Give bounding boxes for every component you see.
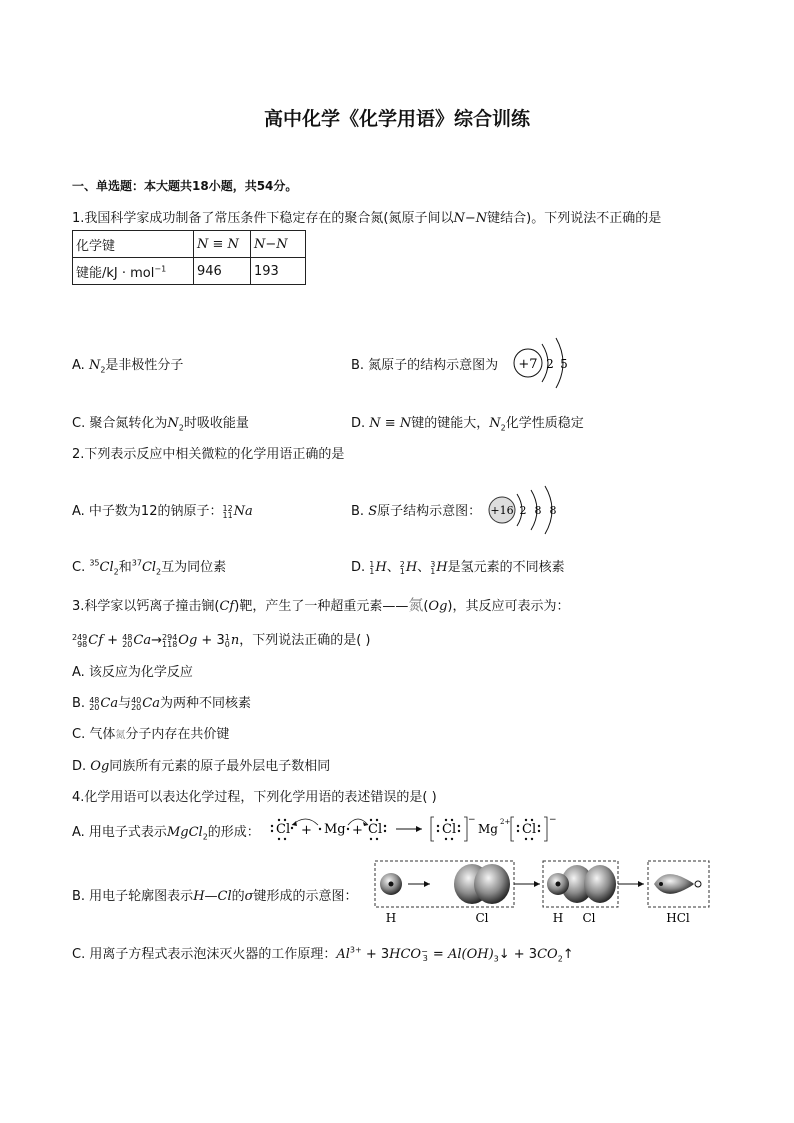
- electron-dot: [437, 825, 439, 827]
- separator: 、: [386, 560, 400, 575]
- option-text: 和: [118, 560, 132, 575]
- bracket: [544, 817, 547, 841]
- option-text: C. 气体: [72, 727, 116, 742]
- q3-option-d[interactable]: [72, 755, 330, 774]
- electron-dot: [278, 819, 280, 821]
- element-symbol: Cf: [88, 633, 104, 648]
- mass-number: 249: [72, 632, 88, 642]
- charge: −: [468, 815, 476, 825]
- gas-arrow: ↑: [562, 947, 574, 962]
- formula-sub: 2: [557, 954, 563, 964]
- shell-electrons: 5: [560, 357, 568, 371]
- mgcl2-electron-dot-diagram: [268, 811, 564, 845]
- q2-stem: 2.下列表示反应中相关微粒的化学用语正确的是: [72, 447, 345, 462]
- q3-equation: [72, 629, 370, 648]
- mass-number: 40: [131, 695, 142, 705]
- electron-dot: [347, 828, 349, 830]
- table-header-text: N−N: [254, 236, 288, 252]
- isotope-notation: [222, 505, 232, 519]
- formula: HCO: [389, 947, 422, 962]
- q3-option-a[interactable]: A. 该反应为化学反应: [72, 665, 193, 680]
- electron-dot: [517, 830, 519, 832]
- q1-bond-ref: N−N: [453, 211, 488, 226]
- element-symbol: Og: [178, 633, 198, 648]
- q1-stem: [72, 207, 661, 226]
- reaction-arrow: →: [151, 633, 163, 648]
- element-char-image: 氮: [408, 596, 424, 614]
- q4-option-a[interactable]: [72, 821, 260, 842]
- orbital-label: Cl: [475, 911, 489, 925]
- table-cell: 946: [194, 258, 251, 285]
- shell-electrons: 8: [549, 504, 557, 517]
- electron-dot: [525, 838, 527, 840]
- table-header-cell: 化学键: [73, 231, 194, 258]
- mass-number: 3: [430, 559, 436, 569]
- atomic-number: 1: [369, 566, 375, 576]
- arrow-head: [638, 881, 644, 887]
- q1-stem-part: 1.我国科学家成功制备了常压条件下稳定存在的聚合氮(氮原子间以: [72, 211, 454, 226]
- precipitate-arrow: ↓: [498, 947, 510, 962]
- option-text: 分子内存在共价键: [125, 727, 230, 742]
- q2-option-d[interactable]: [351, 556, 565, 575]
- orbital-label: H: [385, 911, 397, 925]
- charge: −: [549, 815, 557, 825]
- table-header-text: N ≡ N: [197, 236, 239, 252]
- q3-stem-part: ，下列说法正确的是( ): [239, 633, 371, 648]
- mass-number: 294: [162, 632, 178, 642]
- element-symbol: H: [405, 560, 418, 575]
- mg-symbol: Mg: [324, 822, 346, 837]
- electron-dot: [538, 830, 540, 832]
- q3-stem-part: (: [423, 599, 429, 614]
- atomic-number: 118: [162, 639, 178, 649]
- formula-sub: 2: [100, 365, 106, 375]
- atomic-number: 20: [122, 639, 133, 649]
- formula: N ≡ N: [369, 416, 412, 431]
- formula: CO: [537, 947, 558, 962]
- cl-p-lobe: [584, 865, 616, 903]
- option-text: B. 用电子轮廓图表示: [72, 889, 194, 904]
- cl-symbol: Cl: [276, 822, 291, 837]
- q1-option-b[interactable]: [351, 354, 498, 373]
- option-text: 时吸收能量: [183, 416, 249, 431]
- atomic-number: 1: [430, 566, 436, 576]
- orbital-label: Cl: [582, 911, 596, 925]
- q3-stem-part: )，其反应可表示为：: [447, 599, 570, 614]
- q2-option-b[interactable]: [351, 500, 481, 519]
- electron-dot: [531, 819, 533, 821]
- orbital-label: H: [552, 911, 564, 925]
- isotope-notation: [225, 634, 230, 648]
- option-text: 是氢元素的不同核素: [447, 560, 565, 575]
- shell-electrons: 8: [534, 504, 542, 517]
- shell-electrons: 2: [546, 357, 554, 371]
- operator: + 3: [509, 947, 538, 962]
- isotope-notation: [131, 697, 141, 711]
- q2-option-c[interactable]: [72, 556, 226, 577]
- element-symbol: S: [368, 504, 378, 519]
- option-label: D.: [351, 416, 370, 431]
- table-header-cell: [194, 231, 251, 258]
- element-symbol: Ca: [133, 633, 152, 648]
- electron-dot: [278, 838, 280, 840]
- electron-dot: [445, 838, 447, 840]
- mass-number: 48: [89, 695, 100, 705]
- electron-dot: [291, 827, 293, 829]
- option-text: C. 聚合氮转化为: [72, 416, 168, 431]
- electron-dot: [319, 828, 321, 830]
- cl-p-lobe: [474, 864, 510, 904]
- mass-number: 1: [369, 559, 375, 569]
- q1-option-c[interactable]: [72, 412, 249, 433]
- electron-dot: [271, 830, 273, 832]
- option-text: A. 用电子式表示: [72, 825, 167, 840]
- q4-option-b[interactable]: [72, 885, 358, 904]
- bracket: [464, 817, 467, 841]
- q3-option-b[interactable]: [72, 692, 251, 711]
- q4-stem: 4.化学用语可以表达化学过程，下列化学用语的表述错误的是( ): [72, 790, 437, 805]
- electron-dot: [384, 830, 386, 832]
- formula: H—Cl: [193, 889, 232, 904]
- q1-stem-part: 键结合)。下列说法不正确的是: [487, 211, 662, 226]
- bracket: [431, 817, 434, 841]
- element-symbol: Og: [428, 599, 448, 614]
- mass-number: 2: [399, 559, 405, 569]
- atomic-number: 0: [224, 639, 230, 649]
- electron-dot: [531, 838, 533, 840]
- electron-dot: [538, 825, 540, 827]
- formula: N: [489, 416, 501, 431]
- atomic-number: 11: [222, 510, 233, 520]
- nitrogen-atom-diagram: [508, 332, 578, 394]
- option-text: 键的键能大，: [411, 416, 490, 431]
- electron-dot: [376, 838, 378, 840]
- atomic-number: 20: [89, 702, 100, 712]
- electron-dot: [376, 819, 378, 821]
- option-label: B.: [72, 696, 90, 711]
- mass-number: 48: [122, 632, 133, 642]
- option-text: 是非极性分子: [105, 358, 184, 373]
- atomic-number: 1: [399, 566, 405, 576]
- electron-dot: [284, 838, 286, 840]
- table-row-label-text: 键能/kJ · mol: [76, 265, 155, 281]
- isotope-notation: [430, 561, 435, 575]
- nucleus-dot: [556, 882, 561, 887]
- nucleus-dot: [389, 882, 394, 887]
- table-row: [73, 258, 306, 285]
- formula-sub: 2: [156, 567, 162, 577]
- shell-electrons: 2: [519, 504, 527, 517]
- option-text: 的: [231, 889, 245, 904]
- electron-dot: [370, 819, 372, 821]
- electron-dot: [525, 819, 527, 821]
- section-heading: 一、单选题：本大题共18小题，共54分。: [72, 179, 298, 193]
- isotope-notation: [72, 634, 87, 648]
- ion-charge: 3+: [349, 945, 362, 955]
- electron-dot: [271, 825, 273, 827]
- page-title: 高中化学《化学用语》综合训练: [263, 108, 530, 130]
- operator: + 3: [361, 947, 390, 962]
- nucleus-charge: +7: [518, 357, 538, 372]
- option-label: A.: [72, 358, 89, 373]
- formula: MgCl: [166, 825, 203, 840]
- atomic-number: 98: [77, 639, 88, 649]
- table-cell: 193: [251, 258, 306, 285]
- option-label: D.: [72, 759, 91, 774]
- option-text: 原子结构示意图：: [377, 504, 482, 519]
- cl-symbol: Cl: [522, 822, 537, 837]
- electron-dot: [445, 819, 447, 821]
- element-symbol: Ca: [100, 696, 119, 711]
- arrow-head: [424, 881, 430, 887]
- mg-symbol: Mg: [478, 822, 498, 836]
- option-text: A. 中子数为12的钠原子：: [72, 504, 223, 519]
- mass-number: 1: [224, 632, 230, 642]
- bracket: [511, 817, 514, 841]
- ion-charge: −: [421, 946, 428, 956]
- formula-sub: 2: [178, 423, 184, 433]
- nucleus-charge: +16: [490, 504, 514, 517]
- formula-sub: 3: [493, 954, 499, 964]
- q2-option-a[interactable]: [72, 500, 253, 519]
- electron-dot: [437, 830, 439, 832]
- option-label: B.: [351, 504, 369, 519]
- mass-number: 35: [89, 558, 100, 568]
- element-symbol: Cl: [141, 560, 157, 575]
- electron-dot: [451, 819, 453, 821]
- charge: 2+: [500, 818, 511, 826]
- option-text: C. 用离子方程式表示泡沫灭火器的工作原理：: [72, 947, 337, 962]
- table-row-label-sup: −1: [154, 264, 167, 274]
- formula: Al: [336, 947, 350, 962]
- element-symbol: H: [436, 560, 448, 575]
- formula: N: [167, 416, 179, 431]
- electron-dot: [451, 838, 453, 840]
- formula-sub: 2: [113, 567, 119, 577]
- option-text: 化学性质稳定: [505, 416, 584, 431]
- sulfur-atom-diagram: [486, 482, 566, 538]
- electron-dot: [458, 830, 460, 832]
- operator: +: [103, 633, 123, 648]
- atomic-number: 20: [131, 702, 142, 712]
- electron-dot: [384, 825, 386, 827]
- q3-stem: [72, 594, 569, 615]
- bond-energy-table: [72, 230, 306, 285]
- mass-number: 12: [222, 503, 233, 513]
- cl-symbol: Cl: [368, 822, 383, 837]
- q3-stem-part: 3.科学家以钙离子撞击锎(: [72, 599, 220, 614]
- option-text: 互为同位素: [161, 560, 227, 575]
- element-symbol: H: [375, 560, 387, 575]
- element-symbol: Cl: [99, 560, 114, 575]
- element-symbol: Na: [233, 504, 253, 519]
- option-text: B. 氮原子的结构示意图为: [351, 358, 499, 373]
- formula: Al(OH): [447, 947, 494, 962]
- option-text: 同族所有元素的原子最外层电子数相同: [109, 759, 331, 774]
- option-text: 的形成：: [207, 825, 260, 840]
- q1-option-a[interactable]: [72, 354, 183, 375]
- formula: N: [88, 358, 101, 373]
- formula-sub: 3: [422, 953, 428, 963]
- isotope-notation: [400, 561, 405, 575]
- separator: 、: [417, 560, 431, 575]
- formula-sub: 2: [202, 832, 208, 842]
- arrow-head: [534, 881, 540, 887]
- sigma-bond-orbital-diagram: [372, 858, 714, 930]
- sigma-symbol: σ: [244, 889, 254, 904]
- isotope-notation: [89, 697, 99, 711]
- orbital-label: HCl: [666, 911, 690, 925]
- electron-dot: [370, 838, 372, 840]
- arrow-head: [416, 826, 422, 832]
- element-char-image: 氮: [115, 730, 126, 741]
- q3-stem-part: )靶，产生了一种超重元素——: [234, 599, 409, 614]
- operator: =: [428, 947, 448, 962]
- table-header-row: [73, 231, 306, 258]
- q1-option-d[interactable]: [351, 412, 584, 433]
- plus-sign: +: [352, 823, 363, 838]
- element-symbol: Og: [90, 759, 110, 774]
- element-symbol: Ca: [142, 696, 160, 711]
- option-text: 为两种不同核素: [159, 696, 251, 711]
- electron-dot: [517, 825, 519, 827]
- nucleus-dot: [659, 882, 663, 886]
- isotope-notation: [122, 634, 132, 648]
- element-symbol: n: [230, 633, 240, 648]
- option-text: 与: [118, 696, 132, 711]
- table-header-cell: [251, 231, 306, 258]
- cl-symbol: Cl: [442, 822, 457, 837]
- ion-sub-sup: [421, 948, 428, 962]
- formula-sub: 2: [500, 423, 506, 433]
- operator: + 3: [197, 633, 225, 648]
- q3-option-c[interactable]: [72, 723, 229, 742]
- plus-sign: +: [301, 823, 312, 838]
- mass-number: 37: [131, 558, 142, 568]
- option-text: 键形成的示意图：: [253, 889, 358, 904]
- electron-dot: [284, 819, 286, 821]
- q4-option-c[interactable]: [72, 943, 574, 964]
- element-symbol: Cf: [219, 599, 235, 614]
- h-nucleus-ring: [695, 881, 701, 887]
- electron-dot: [458, 825, 460, 827]
- option-label: D.: [351, 560, 370, 575]
- isotope-notation: [369, 561, 374, 575]
- option-label: C.: [72, 560, 90, 575]
- isotope-notation: [162, 634, 177, 648]
- table-row-label: [73, 258, 194, 285]
